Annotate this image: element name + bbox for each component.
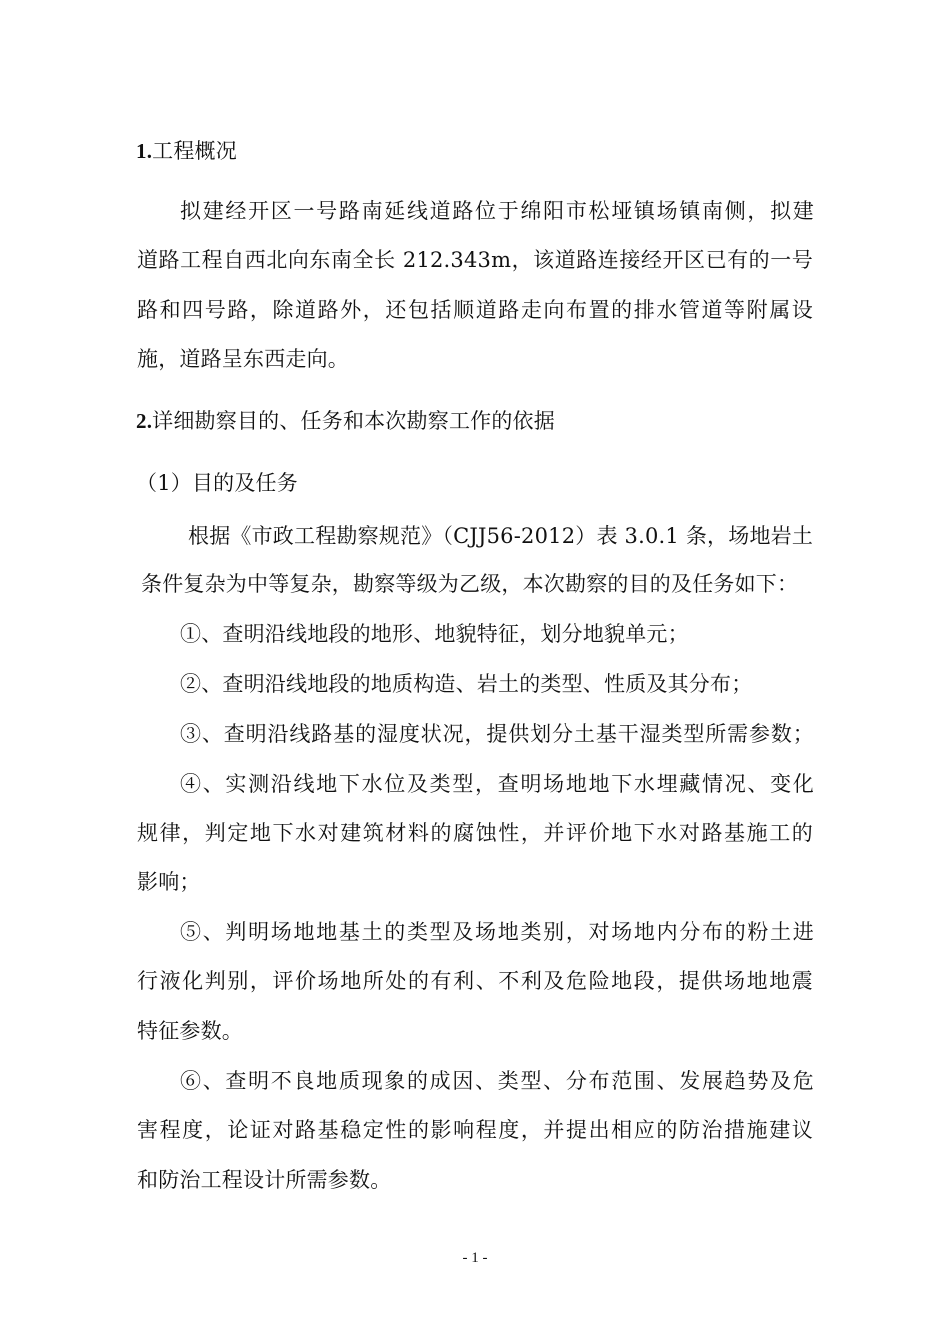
task-5-line-3: 特征参数。 <box>137 1019 243 1043</box>
task-6-line-3: 和防治工程设计所需参数。 <box>137 1168 392 1192</box>
section-2-number: 2. <box>136 409 153 433</box>
task-6-line-1: ⑥、查明不良地质现象的成因、类型、分布范围、发展趋势及危 <box>180 1069 814 1093</box>
section-2-heading <box>136 406 826 436</box>
task-5-line-2: 行液化判别，评价场地所处的有利、不利及危险地段，提供场地地震 <box>137 969 813 993</box>
task-3-line-1: ③、查明沿线路基的湿度状况，提供划分土基干湿类型所需参数； <box>180 722 814 746</box>
section-2-title: 详细勘察目的、任务和本次勘察工作的依据 <box>152 409 555 433</box>
section-1-title: 工程概况 <box>152 139 237 163</box>
subsection-1-heading: （1）目的及任务 <box>136 471 298 495</box>
task-1-line-1: ①、查明沿线地段的地形、地貌特征，划分地貌单元； <box>180 622 689 646</box>
basis-line-1: 根据《市政工程勘察规范》（CJJ56-2012）表 3.0.1 条，场地岩土 <box>188 524 814 548</box>
overview-line-4: 施，道路呈东西走向。 <box>137 347 349 371</box>
overview-line-1: 拟建经开区一号路南延线道路位于绵阳市松垭镇场镇南侧，拟建 <box>180 199 814 223</box>
section-1-heading <box>136 136 826 166</box>
overview-line-3: 路和四号路，除道路外，还包括顺道路走向布置的排水管道等附属设 <box>137 298 813 322</box>
basis-line-2: 条件复杂为中等复杂，勘察等级为乙级，本次勘察的目的及任务如下： <box>141 572 799 596</box>
task-4-line-1: ④、实测沿线地下水位及类型，查明场地地下水埋藏情况、变化 <box>180 772 814 796</box>
overview-line-2: 道路工程自西北向东南全长 212.343m，该道路连接经开区已有的一号 <box>137 248 813 272</box>
task-4-line-3: 影响； <box>137 870 201 894</box>
task-6-line-2: 害程度，论证对路基稳定性的影响程度，并提出相应的防治措施建议 <box>137 1118 813 1142</box>
task-4-line-2: 规律，判定地下水对建筑材料的腐蚀性，并评价地下水对路基施工的 <box>137 821 813 845</box>
task-2-line-1: ②、查明沿线地段的地质构造、岩土的类型、性质及其分布； <box>180 672 753 696</box>
section-1-number: 1. <box>136 139 153 163</box>
task-5-line-1: ⑤、判明场地地基土的类型及场地类别，对场地内分布的粉土进 <box>180 920 814 944</box>
page-number: - 1 - <box>462 1250 488 1266</box>
